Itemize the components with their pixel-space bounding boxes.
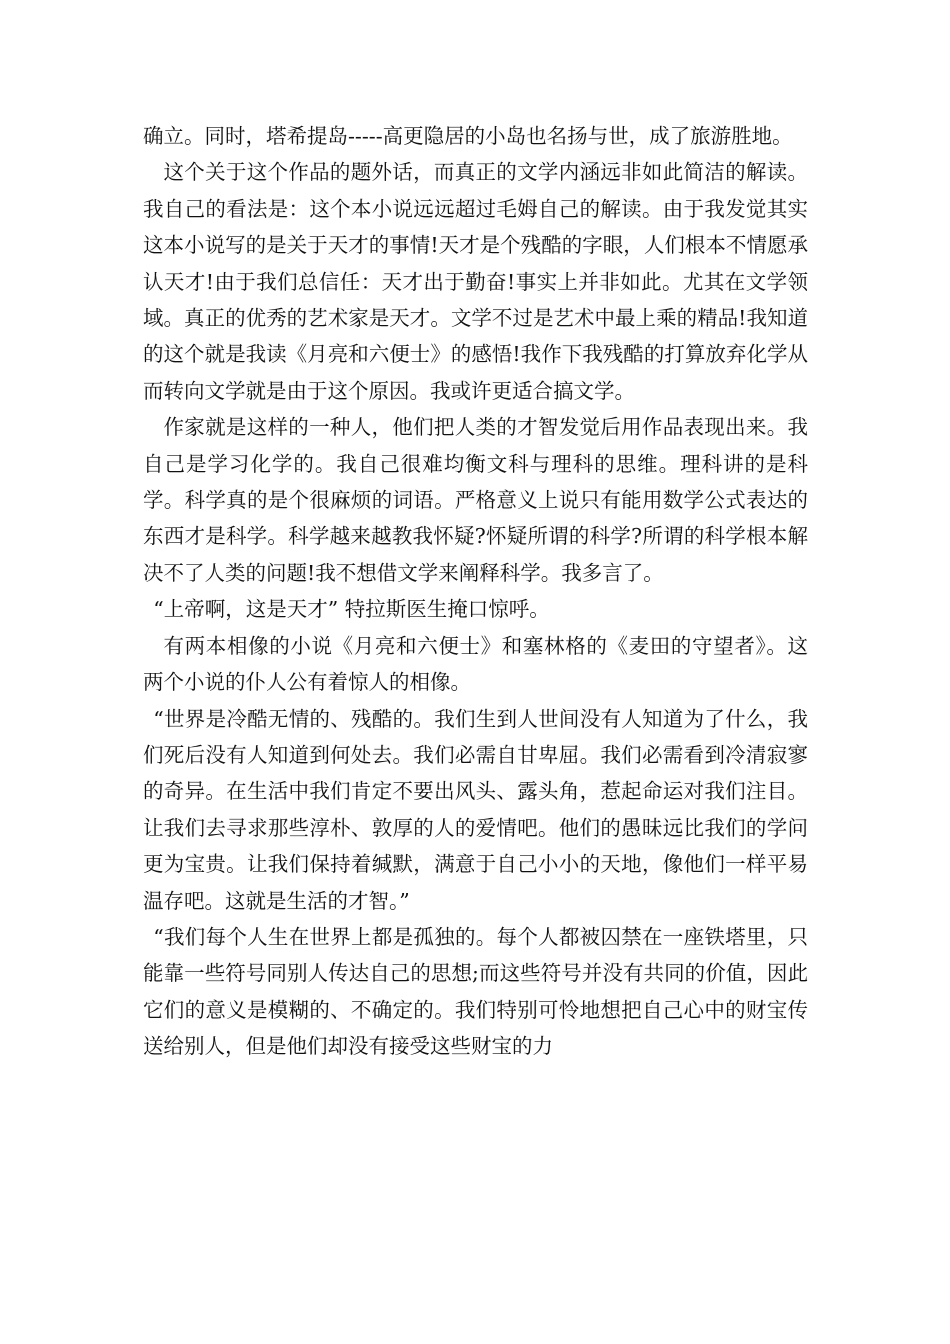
paragraph-4: “上帝啊，这是天才” 特拉斯医生掩口惊呼。: [153, 597, 550, 622]
paragraph-1: 确立。同时，塔希提岛-----高更隐居的小岛也名扬与世，成了旅游胜地。: [143, 124, 793, 148]
paragraph-7: “我们每个人生在世界上都是孤独的。每个人都被囚禁在一座铁塔里，只能靠一些符号同别人传达自己的思想;而这些符号并没有共同的价值，因此它们的意义是模糊的、不确定的。我们特别可怜地想把自己心中的财宝传送给别人，但是他们却没有接受这些财宝的力: [143, 924, 808, 1059]
paragraph-6: “世界是冷酷无情的、残酷的。我们生到人世间没有人知道为了什么，我们死后没有人知道到何处去。我们必需自甘卑屈。我们必需看到冷清寂寥的奇异。在生活中我们肯定不要出风头、露头角，惹起命运对我们注目。让我们去寻求那些淳朴、敦厚的人的爱情吧。他们的愚昧远比我们的学问更为宝贵。让我们保持着缄默，满意于自己小小的天地，像他们一样平易温存吧。这就是生活的才智。”: [143, 706, 808, 913]
paragraph-2: 这个关于这个作品的题外话，而真正的文学内涵远非如此简洁的解读。我自己的看法是：这个本小说远远超过毛姆自己的解读。由于我发觉其实这本小说写的是关于天才的事情!天才是个残酷的字眼，人们根本不情愿承认天才!由于我们总信任：天才出于勤奋!事实上并非如此。尤其在文学领域。真正的优秀的艺术家是天才。文学不过是艺术中最上乘的精品!我知道的这个就是我读《月亮和六便士》的感悟!我作下我残酷的打算放弃化学从而转向文学就是由于这个原因。我或许更适合搞文学。: [143, 160, 808, 403]
paragraph-3: 作家就是这样的一种人，他们把人类的才智发觉后用作品表现出来。我自己是学习化学的。我自己很难均衡文科与理科的思维。理科讲的是科学。科学真的是个很麻烦的词语。严格意义上说只有能用数学公式表达的东西才是科学。科学越来越教我怀疑?怀疑所谓的科学?所谓的科学根本解决不了人类的问题!我不想借文学来阐释科学。我多言了。: [143, 415, 808, 585]
paragraph-5: 有两本相像的小说《月亮和六便士》和塞林格的《麦田的守望者》。这两个小说的仆人公有着惊人的相像。: [143, 633, 808, 695]
document-page: [143, 118, 808, 1065]
